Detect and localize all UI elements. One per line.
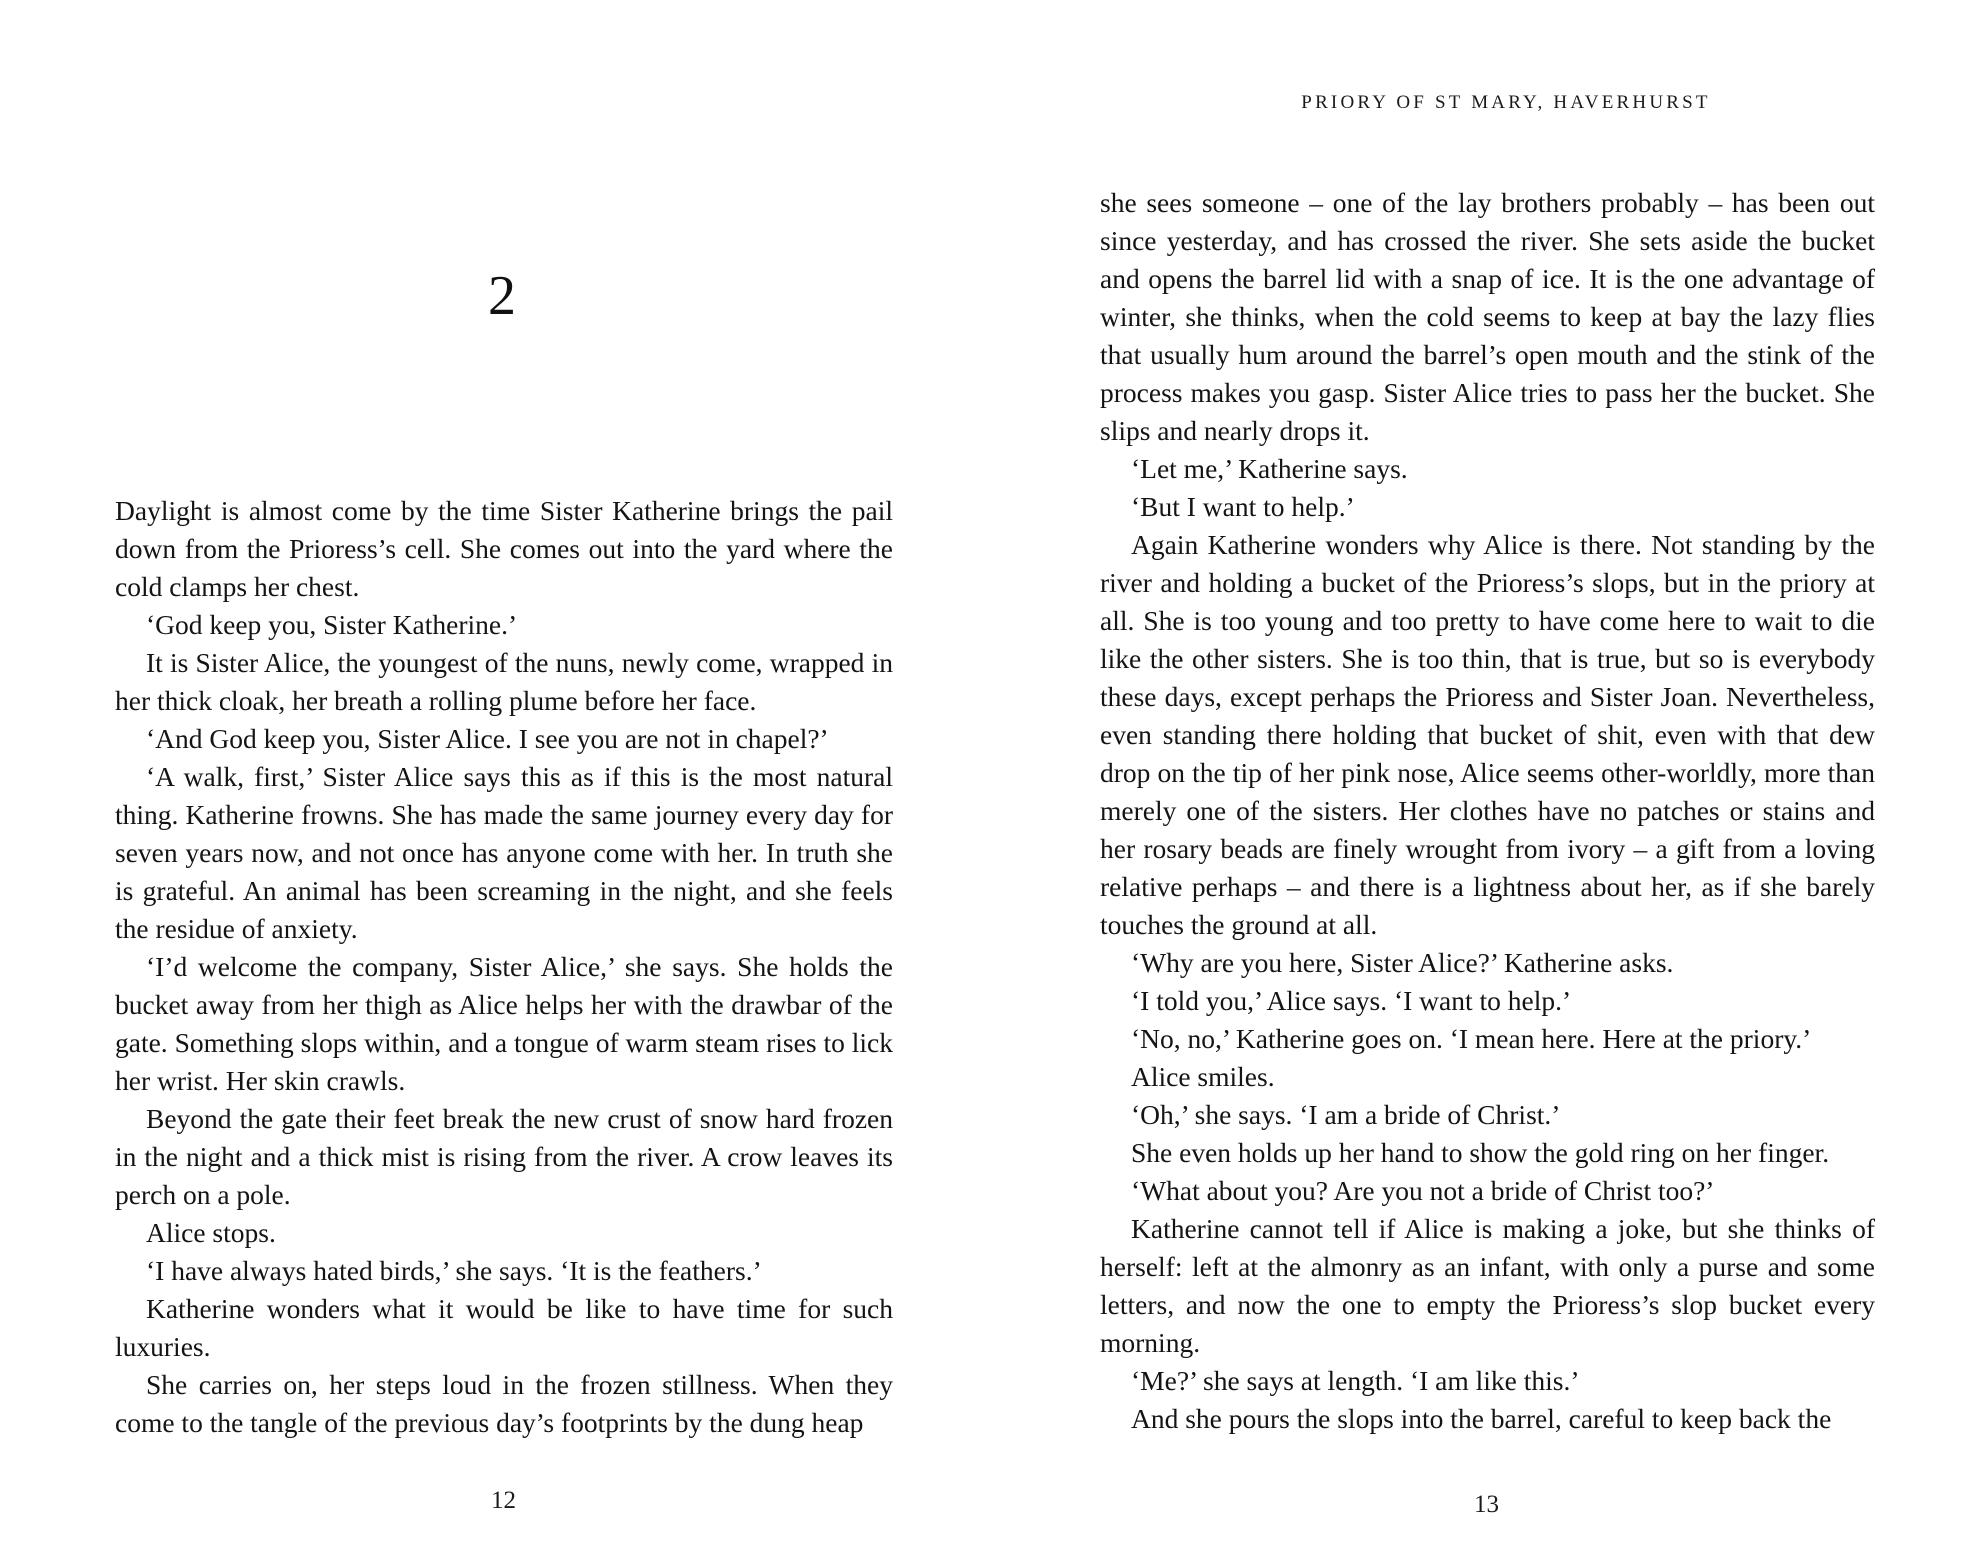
paragraph: It is Sister Alice, the youngest of the nuns, newly come, wrapped in her thick cloak, her breath a rolling plume before her face.	[115, 647, 893, 716]
paragraph: ‘But I want to help.’	[1131, 491, 1355, 522]
left-page-body	[115, 492, 893, 1442]
paragraph: She carries on, her steps loud in the frozen stillness. When they come to the tangle of the previous day’s footprints by the dung heap	[115, 1369, 893, 1438]
paragraph: ‘Me?’ she says at length. ‘I am like this.’	[1131, 1365, 1580, 1396]
paragraph: ‘And God keep you, Sister Alice. I see you are not in chapel?’	[146, 723, 829, 754]
paragraph: ‘What about you? Are you not a bride of Christ too?’	[1131, 1175, 1715, 1206]
paragraph: ‘Let me,’ Katherine says.	[1131, 453, 1408, 484]
chapter-number: 2	[488, 265, 516, 327]
paragraph: ‘A walk, first,’ Sister Alice says this as if this is the most natural thing. Katherine frowns. She has made the same journey every day for seven years now, and not once has anyone come with her. In truth she is grateful. An animal has been screaming in the night, and she feels the residue of anxiety.	[115, 761, 893, 944]
paragraph: She even holds up her hand to show the gold ring on her finger.	[1131, 1137, 1830, 1168]
paragraph: Alice smiles.	[1131, 1061, 1275, 1092]
paragraph: Again Katherine wonders why Alice is there. Not standing by the river and holding a bucket of the Prioress’s slops, but in the priory at all. She is too young and too pretty to have come here to wait to die like the other sisters. She is too thin, that is true, but so is everybody these days, except perhaps the Prioress and Sister Joan. Nevertheless, even standing there holding that bucket of shit, even with that dew drop on the tip of her pink nose, Alice seems other-worldly, more than merely one of the sisters. Her clothes have no patches or stains and her rosary beads are finely wrought from ivory – a gift from a loving relative perhaps – and there is a lightness about her, as if she barely touches the ground at all.	[1100, 529, 1875, 940]
paragraph: Katherine cannot tell if Alice is making a joke, but she thinks of herself: left at the almonry as an infant, with only a purse and some letters, and now the one to empty the Prioress’s slop bucket every morning.	[1100, 1213, 1875, 1358]
paragraph: And she pours the slops into the barrel, careful to keep back the	[1131, 1403, 1832, 1434]
paragraph: ‘No, no,’ Katherine goes on. ‘I mean here. Here at the priory.’	[1131, 1023, 1812, 1054]
right-page-body	[1100, 184, 1875, 1438]
page-number: 13	[1474, 1491, 1499, 1518]
paragraph: Daylight is almost come by the time Sister Katherine brings the pail down from the Prioress’s cell. She comes out into the yard where the cold clamps her chest.	[115, 495, 893, 602]
paragraph: Beyond the gate their feet break the new crust of snow hard frozen in the night and a thick mist is rising from the river. A crow leaves its perch on a pole.	[115, 1103, 893, 1210]
paragraph: Katherine wonders what it would be like to have time for such luxuries.	[115, 1293, 893, 1362]
paragraph: ‘God keep you, Sister Katherine.’	[146, 609, 518, 640]
running-head: PRIORY OF ST MARY, HAVERHURST	[1301, 92, 1711, 113]
right-page	[989, 0, 1978, 1562]
paragraph: Alice stops.	[146, 1217, 276, 1248]
page-number: 12	[491, 1487, 516, 1514]
paragraph: ‘I have always hated birds,’ she says. ‘It is the feathers.’	[146, 1255, 762, 1286]
paragraph: ‘Oh,’ she says. ‘I am a bride of Christ.’	[1131, 1099, 1561, 1130]
paragraph: she sees someone – one of the lay brothers probably – has been out since yesterday, and has crossed the river. She sets aside the bucket and opens the barrel lid with a snap of ice. It is the one advantage of winter, she thinks, when the cold seems to keep at bay the lazy flies that usually hum around the barrel’s open mouth and the stink of the process makes you gasp. Sister Alice tries to pass her the bucket. She slips and nearly drops it.	[1100, 187, 1875, 446]
paragraph: ‘I told you,’ Alice says. ‘I want to help.’	[1131, 985, 1572, 1016]
paragraph: ‘Why are you here, Sister Alice?’ Katherine asks.	[1131, 947, 1674, 978]
paragraph: ‘I’d welcome the company, Sister Alice,’ she says. She holds the bucket away from her thigh as Alice helps her with the drawbar of the gate. Something slops within, and a tongue of warm steam rises to lick her wrist. Her skin crawls.	[115, 951, 893, 1096]
